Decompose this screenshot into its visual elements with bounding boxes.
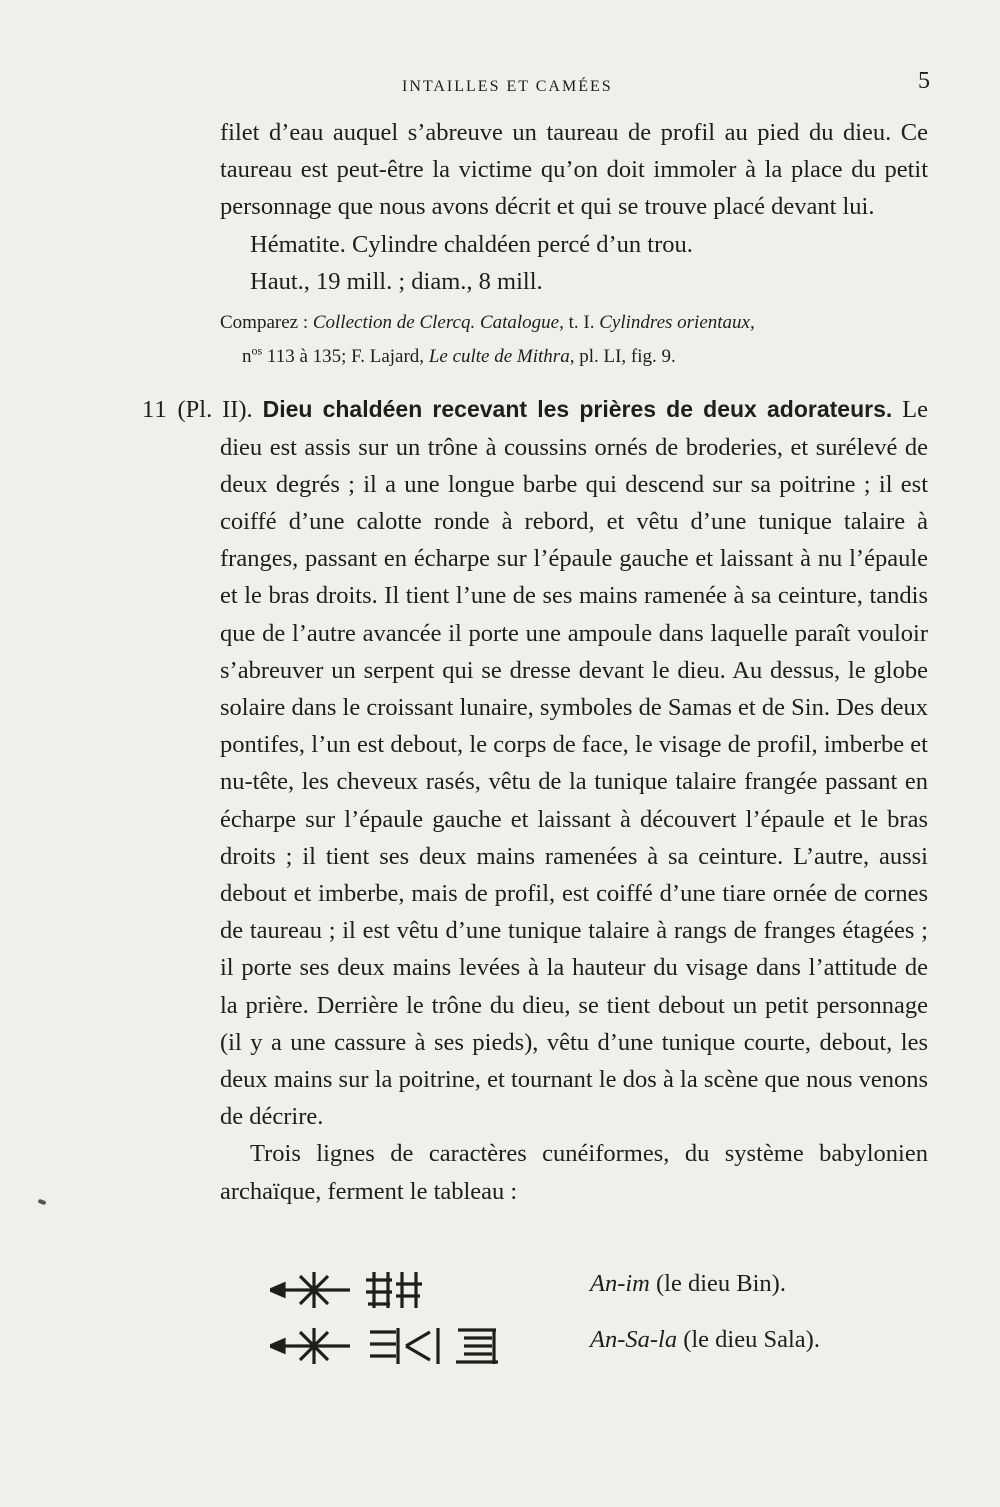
closing-paragraph: Trois lignes de caractères cunéiformes, du système babylonien archaïque, ferment le tableau : [220,1140,928,1205]
cuneiform-inscriptions [270,1268,930,1380]
ink-mark [38,1199,47,1205]
inscription-label: An-im (le dieu Bin). [590,1270,786,1297]
entry-text: Le dieu est assis sur un trône à coussins ornés de broderies, et surélevé de deux degrés ; il a une longue barbe qui descend sur sa poitrine ; il est coiffé d’une calotte ronde à rebord, et vêtu d’une tunique talaire à franges, passant en écharpe sur l’épaule gauche et laissant à nu l’épaule et le bras droits. Il tient l’une de ses mains ramenée à sa ceinture, tandis que de l’autre avancée il porte une ampoule dans laquelle paraît vouloir s’abreuver un serpent qui se dresse devant le dieu. Au dessus, le globe solaire dans le croissant lunaire, symboles de Samas et de Sin. Des deux pontifes, l’un est debout, le corps de face, le visage de profil, imberbe et nu-tête, les cheveux rasés, vêtu de la tunique talaire frangée passant en écharpe sur l’épaule gauche et laissant à découvert l’épaule et le bras droits ; il tient ses deux mains ramenées à sa ceinture. L’autre, aussi debout et imberbe, mais de profil, est coiffé d’une tiare ornée de cornes de taureau ; il est vêtu d’une tunique talaire à rangs de franges étagées ; il porte ses deux mains levées à la hauteur du visage dans l’attitude de la prière. Derrière le trône du dieu, se tient debout un petit personnage (il y a une cassure à ses pieds), vêtu d’une tunique courte, debout, les deux mains sur la poitrine, et tournant le dos à la scène que nous venons de décrire. [220,396,929,1131]
entry-plate: (Pl. II). [167,396,263,424]
page-number: 5 [918,68,930,94]
entry-title: Dieu chaldéen recevant les prières de deux adorateurs. [262,396,893,423]
inscription-row [270,1268,930,1324]
entry-number: 11 [142,396,168,424]
dimensions-line: Haut., 19 mill. ; diam., 8 mill. [250,267,543,295]
material-line: Hématite. Cylindre chaldéen percé d’un trou. [250,230,693,258]
catalogue-entry [142,391,929,1135]
comparez-note: Comparez : Collection de Clercq. Catalogue, t. I. Cylindres orientaux, $n^{os}$ 113 à 135; F. Lajard, Le culte de Mithra, pl. LI, fig. 9. [220,312,755,368]
cuneiform-signs-icon [270,1324,560,1368]
paragraph-continuation: filet d’eau auquel s’abreuve un taureau de profil au pied du dieu. Ce taureau est peut-être la victime qu’on doit immoler à la place du petit personnage que nous avons décrit et qui se trouve placé devant lui. [220,119,928,221]
inscription-row [270,1324,930,1380]
running-title: INTAILLES ET CAMÉES [402,78,613,95]
cuneiform-signs-icon [270,1268,460,1312]
text-body [142,114,929,1210]
inscription-label: An-Sa-la (le dieu Sala). [590,1326,820,1353]
page-header [220,68,930,102]
